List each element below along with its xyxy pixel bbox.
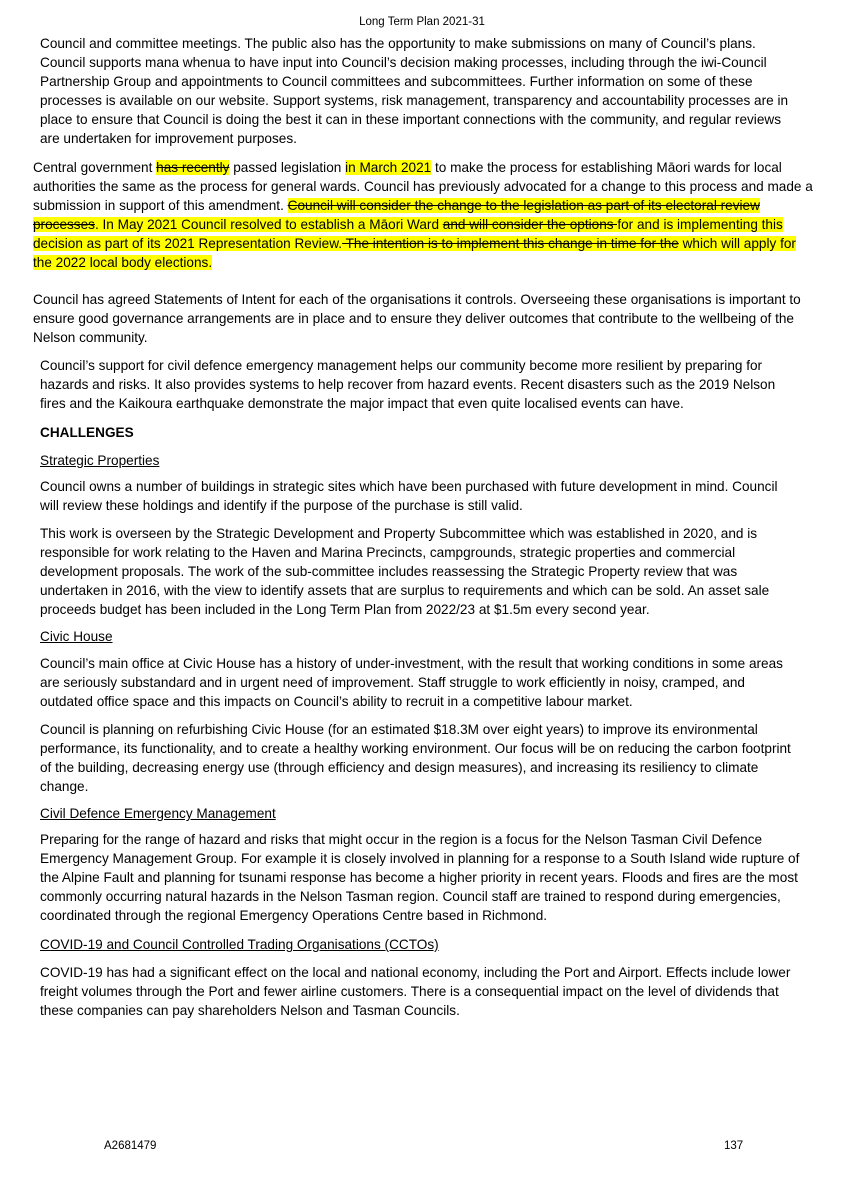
text-run: passed legislation xyxy=(229,160,346,175)
paragraph-maori-wards xyxy=(33,159,815,272)
paragraph-civic-house-refurbishment: Council is planning on refurbishing Civic House (for an estimated $18.3M over eight years) to improve its environmental performance, its functionality, and to create a healthy working environment. Our focus will be on reducing the carbon footprint of the building, decreasing energy use (through efficiency and design measures), and increasing its resiliency to climate change. xyxy=(40,722,791,794)
paragraph-civic-house-office: Council’s main office at Civic House has a history of under-investment, with the result that working conditions in some areas are seriously substandard and in urgent need of improvement. Staff struggle to work efficiently in noisy, cramped, and outdated office space and this impacts on Council’s ability to recruit in a competitive labour market. xyxy=(40,656,783,709)
heading-civic-house: Civic House xyxy=(40,629,113,644)
text-run: Central government xyxy=(33,160,157,175)
paragraph-covid-effects: COVID-19 has had a significant effect on the local and national economy, including the Port and Airport. Effects include lower freight volumes through the Port and fewer airline customers. There is a consequential impact on the level of dividends that these companies can pay shareholders Nelson and Tasman Councils. xyxy=(40,965,791,1018)
paragraph-civil-defence-support: Council’s support for civil defence emergency management helps our community become more resilient by preparing for hazards and risks. It also provides systems to help recover from hazard events. Recent disasters such as the 2019 Nelson fires and the Kaikoura earthquake demonstrate the major impact that even quite localised events can have. xyxy=(40,358,776,411)
paragraph-meetings: Council and committee meetings. The public also has the opportunity to make submissions on many of Council’s plans. Council supports mana whenua to have input into Council’s decision making processes, including through the iwi-Council Partnership Group and appointments to Council committees and subcommittees. Further information on some of these processes is available on our website. Support systems, risk management, transparency and accountability processes are in place to ensure that Council is doing the best it can in these important connections with the community, and regular reviews are undertaken for improvement purposes. xyxy=(40,36,789,146)
paragraph-strategic-buildings: Council owns a number of buildings in strategic sites which have been purchased with future development in mind. Council will review these holdings and identify if the purpose of the purchase is still valid. xyxy=(40,479,778,513)
paragraph-statements-of-intent: Council has agreed Statements of Intent for each of the organisations it controls. Overseeing these organisations is important to ensure good governance arrangements are in place and to ensure they deliver outcomes that contribute to the wellbeing of the Nelson community. xyxy=(33,292,801,345)
paragraph-civil-defence-hazards: Preparing for the range of hazard and risks that might occur in the region is a focus for the Nelson Tasman Civil Defence Emergency Management Group. For example it is closely involved in planning for a response to a South Island wide rupture of the Alpine Fault and planning for tsunami response has become a higher priority in recent years. Floods and fires are the most commonly occurring natural hazards in the Nelson Tasman region. Council staff are trained to respond during emergencies, coordinated through the regional Emergency Operations Centre based in Richmond. xyxy=(40,832,800,923)
footer-document-id: A2681479 xyxy=(104,1140,157,1152)
heading-strategic-properties: Strategic Properties xyxy=(40,453,160,468)
deleted-text: The intention is to implement this change in time for the xyxy=(342,235,679,251)
footer-page-number: 137 xyxy=(724,1140,744,1152)
inserted-text: in March 2021 xyxy=(345,160,432,175)
heading-civil-defence: Civil Defence Emergency Management xyxy=(40,806,276,821)
inserted-text: . In May 2021 Council resolved to establish a Māori Ward xyxy=(94,216,443,232)
deleted-text: has recently xyxy=(156,160,230,175)
deleted-text: Council will consider the change to the legislation as part of its electoral review processes xyxy=(33,197,760,232)
deleted-text: and will consider the options xyxy=(442,216,618,232)
paragraph-subcommittee: This work is overseen by the Strategic Development and Property Subcommittee which was established in 2020, and is responsible for work relating to the Haven and Marina Precincts, campgrounds, strategic properties and commercial development proposals. The work of the sub-committee includes reassessing the Strategic Property review that was undertaken in 2016, with the view to identify assets that are surplus to requirements and which can be sold. An asset sale proceeds budget has been included in the Long Term Plan from 2022/23 at $1.5m every second year. xyxy=(40,526,770,617)
inserted-text: which will apply for the 2022 local body elections. xyxy=(33,235,796,270)
text-run: to make the process for establishing Māori wards for local authorities the same as the process for general wards. Council has previously advocated for a change to this process and made a submission in support of this amendment. xyxy=(33,160,813,213)
inserted-text: for and is implementing this decision as part of its 2021 Representation Review. xyxy=(33,216,783,251)
heading-covid-cctos: COVID-19 and Council Controlled Trading Organisations (CCTOs) xyxy=(40,937,439,952)
page-header: Long Term Plan 2021-31 xyxy=(359,16,485,28)
heading-challenges: CHALLENGES xyxy=(40,425,134,440)
